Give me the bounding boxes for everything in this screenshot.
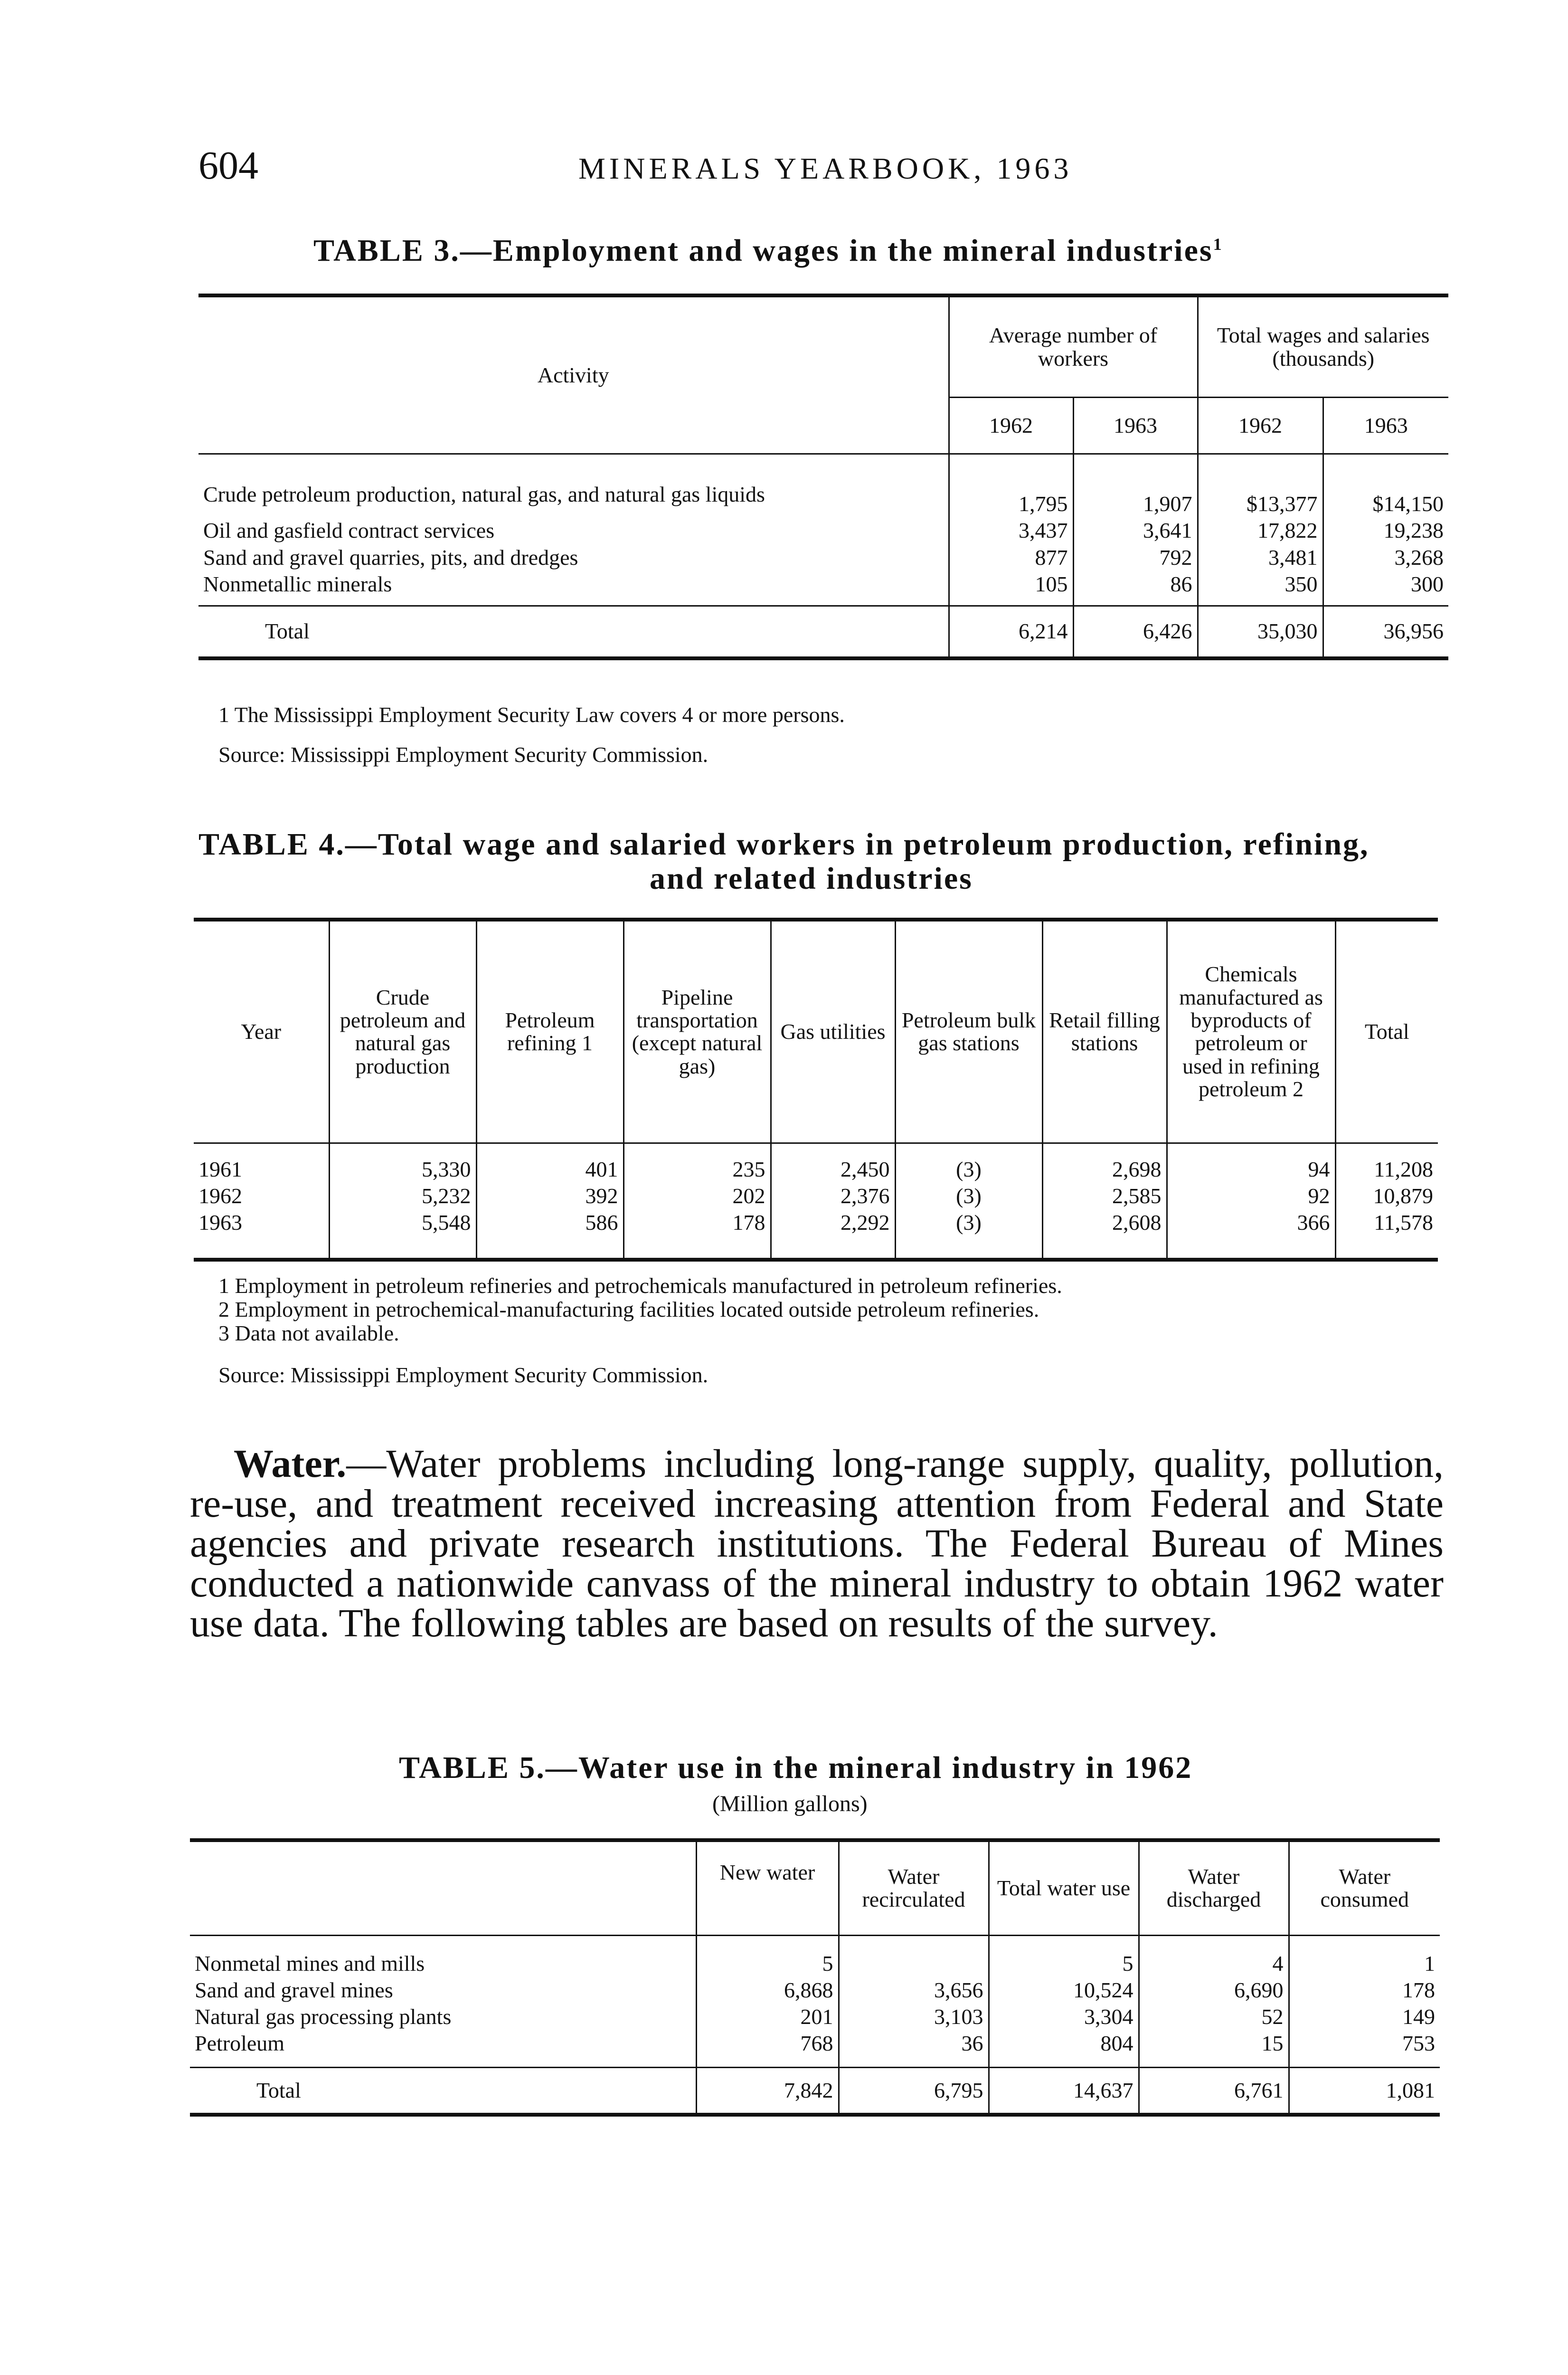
table4-caption-line1: TABLE 4.—Total wage and salaried workers in petroleum production, refining, (198, 827, 1370, 862)
table3-activity-header: Activity (198, 295, 949, 454)
table4 (194, 918, 1438, 1262)
cell: 2,450 (771, 1143, 895, 1183)
cell: (3) (895, 1183, 1042, 1209)
cell: 6,690 (1139, 1977, 1289, 2004)
cell: 15 (1139, 2030, 1289, 2067)
cell: 3,656 (839, 1977, 989, 2004)
cell: 52 (1139, 2004, 1289, 2030)
cell: 3,437 (949, 517, 1073, 544)
cell: 105 (949, 571, 1073, 606)
table5 (190, 1838, 1440, 2117)
table4-footnote: 1 Employment in petroleum refineries and petrochemicals manufactured in petroleum refineries. (218, 1273, 1062, 1298)
cell: 86 (1073, 571, 1198, 606)
table3-source: Source: Mississippi Employment Security Commission. (218, 742, 708, 767)
cell: 3,481 (1198, 544, 1323, 571)
cell: $14,150 (1323, 454, 1448, 518)
cell: 2,698 (1042, 1143, 1167, 1183)
row-label: Natural gas processing plants (195, 2004, 452, 2029)
cell: 35,030 (1198, 606, 1323, 658)
cell: 14,637 (989, 2067, 1139, 2115)
table4-source: Source: Mississippi Employment Security Commission. (218, 1363, 708, 1387)
cell: 4 (1139, 1935, 1289, 1977)
cell: 1 (1289, 1935, 1440, 1977)
table3-caption-text: TABLE 3.—Employment and wages in the mineral industries (313, 233, 1213, 268)
table3-year: 1963 (1073, 398, 1198, 454)
row-label: Sand and gravel quarries, pits, and dredges (203, 545, 578, 570)
cell: 7,842 (696, 2067, 839, 2115)
table4-footnote: 2 Employment in petrochemical-manufacturing facilities located outside petroleum refineries. (218, 1297, 1039, 1321)
table3-year: 1962 (949, 398, 1073, 454)
cell: 11,208 (1335, 1143, 1438, 1183)
table4-header: Crude petroleum and natural gas production (329, 920, 476, 1143)
cell: 6,868 (696, 1977, 839, 2004)
cell: (3) (895, 1143, 1042, 1183)
cell: 2,608 (1042, 1209, 1167, 1260)
table5-subcaption: (Million gallons) (712, 1791, 868, 1816)
table5-header: New water (696, 1840, 839, 1935)
cell: 3,641 (1073, 517, 1198, 544)
table-row (190, 2030, 1440, 2067)
cell: 586 (476, 1209, 623, 1260)
water-text: —Water problems including long-range supply, quality, pollution, re-use, and treatment received increasing attention from Federal and State agencies and private research institutions. The Federal Bureau of Mines conducted a nationwide canvass of the mineral industry to obtain 1962 water use data. The following tables are based on results of the survey. (190, 1442, 1444, 1645)
row-year: 1961 (198, 1157, 242, 1181)
table3-wages-header: Total wages and salaries (thousands) (1198, 295, 1448, 398)
row-label: Nonmetallic minerals (198, 571, 949, 606)
cell: 3,103 (839, 2004, 989, 2030)
cell: 6,761 (1139, 2067, 1289, 2115)
water-runin: Water. (234, 1442, 347, 1486)
cell: (3) (895, 1209, 1042, 1260)
cell (839, 1935, 989, 1977)
cell: 1,795 (949, 454, 1073, 518)
cell: 94 (1167, 1143, 1335, 1183)
cell: 10,524 (989, 1977, 1139, 2004)
table3-year: 1962 (1198, 398, 1323, 454)
table3-footnote: 1 The Mississippi Employment Security Law covers 4 or more persons. (218, 703, 845, 727)
table-total-row (190, 2067, 1440, 2115)
row-label: Sand and gravel mines (195, 1977, 393, 2002)
table4-header: Gas utilities (771, 920, 895, 1143)
cell: 178 (1289, 1977, 1440, 2004)
table3-year: 1963 (1323, 398, 1448, 454)
cell: 10,879 (1335, 1183, 1438, 1209)
table-row (190, 1935, 1440, 1977)
table3-caption (313, 233, 1223, 269)
table5-header: Water recirculated (839, 1840, 989, 1935)
cell: 3,268 (1323, 544, 1448, 571)
cell: 2,376 (771, 1183, 895, 1209)
table5-header: Total water use (989, 1840, 1139, 1935)
table-row (198, 454, 1448, 518)
cell: 201 (696, 2004, 839, 2030)
cell: 36,956 (1323, 606, 1448, 658)
cell: 92 (1167, 1183, 1335, 1209)
table5-blank-header (190, 1840, 696, 1935)
cell: 350 (1198, 571, 1323, 606)
table3-workers-header: Average number of workers (949, 295, 1198, 398)
cell: 5,232 (329, 1183, 476, 1209)
cell: 36 (839, 2030, 989, 2067)
cell: 768 (696, 2030, 839, 2067)
table-row (198, 544, 1448, 571)
table-row (190, 2004, 1440, 2030)
row-year: 1962 (198, 1183, 242, 1208)
cell: 6,426 (1073, 606, 1198, 658)
table4-header: Petroleum bulk gas stations (895, 920, 1042, 1143)
cell: 877 (949, 544, 1073, 571)
cell: 2,585 (1042, 1183, 1167, 1209)
cell: 19,238 (1323, 517, 1448, 544)
cell: 366 (1167, 1209, 1335, 1260)
total-label: Total (265, 619, 310, 644)
cell: 753 (1289, 2030, 1440, 2067)
page-number: 604 (198, 143, 258, 188)
cell: 11,578 (1335, 1209, 1438, 1260)
table-row (194, 1183, 1438, 1209)
cell: 392 (476, 1183, 623, 1209)
table4-header: Petroleum refining 1 (476, 920, 623, 1143)
table4-header: Total (1335, 920, 1438, 1143)
cell: 3,304 (989, 2004, 1139, 2030)
cell: 1,081 (1289, 2067, 1440, 2115)
water-paragraph (190, 1444, 1444, 1644)
cell: 300 (1323, 571, 1448, 606)
table5-header: Water discharged (1139, 1840, 1289, 1935)
table-row (190, 1977, 1440, 2004)
row-label: Nonmetal mines and mills (195, 1951, 425, 1976)
table4-header: Chemicals manufactured as byproducts of petroleum or used in refining petroleum 2 (1167, 920, 1335, 1143)
row-label: Crude petroleum production, natural gas, and natural gas liquids (203, 482, 765, 507)
cell: 2,292 (771, 1209, 895, 1260)
cell: 5,330 (329, 1143, 476, 1183)
row-year: 1963 (198, 1210, 242, 1235)
table5-caption: TABLE 5.—Water use in the mineral industry in 1962 (399, 1750, 1193, 1785)
cell: 5,548 (329, 1209, 476, 1260)
row-label: Petroleum (190, 2030, 696, 2067)
table4-footnote: 3 Data not available. (218, 1321, 399, 1345)
running-title: MINERALS YEARBOOK, 1963 (578, 152, 1073, 185)
cell: 6,214 (949, 606, 1073, 658)
cell: 149 (1289, 2004, 1440, 2030)
table-row (198, 517, 1448, 544)
cell: 804 (989, 2030, 1139, 2067)
cell: 401 (476, 1143, 623, 1183)
table-row (194, 1143, 1438, 1183)
cell: 1,907 (1073, 454, 1198, 518)
cell: $13,377 (1198, 454, 1323, 518)
row-label: Oil and gasfield contract services (203, 518, 495, 543)
table-total-row (198, 606, 1448, 658)
cell: 202 (623, 1183, 771, 1209)
table4-header: Pipeline transportation (except natural gas) (623, 920, 771, 1143)
table4-caption-line2: and related industries (650, 861, 973, 896)
cell: 792 (1073, 544, 1198, 571)
table3 (198, 294, 1448, 660)
table-row (194, 1209, 1438, 1260)
table5-header: Water consumed (1289, 1840, 1440, 1935)
total-label: Total (256, 2078, 301, 2102)
table3-caption-note: 1 (1213, 235, 1223, 254)
cell: 235 (623, 1143, 771, 1183)
cell: 17,822 (1198, 517, 1323, 544)
table-row (198, 571, 1448, 606)
cell: 5 (989, 1935, 1139, 1977)
table4-header: Retail filling stations (1042, 920, 1167, 1143)
cell: 5 (696, 1935, 839, 1977)
cell: 178 (623, 1209, 771, 1260)
cell: 6,795 (839, 2067, 989, 2115)
table4-header-year: Year (194, 920, 329, 1143)
